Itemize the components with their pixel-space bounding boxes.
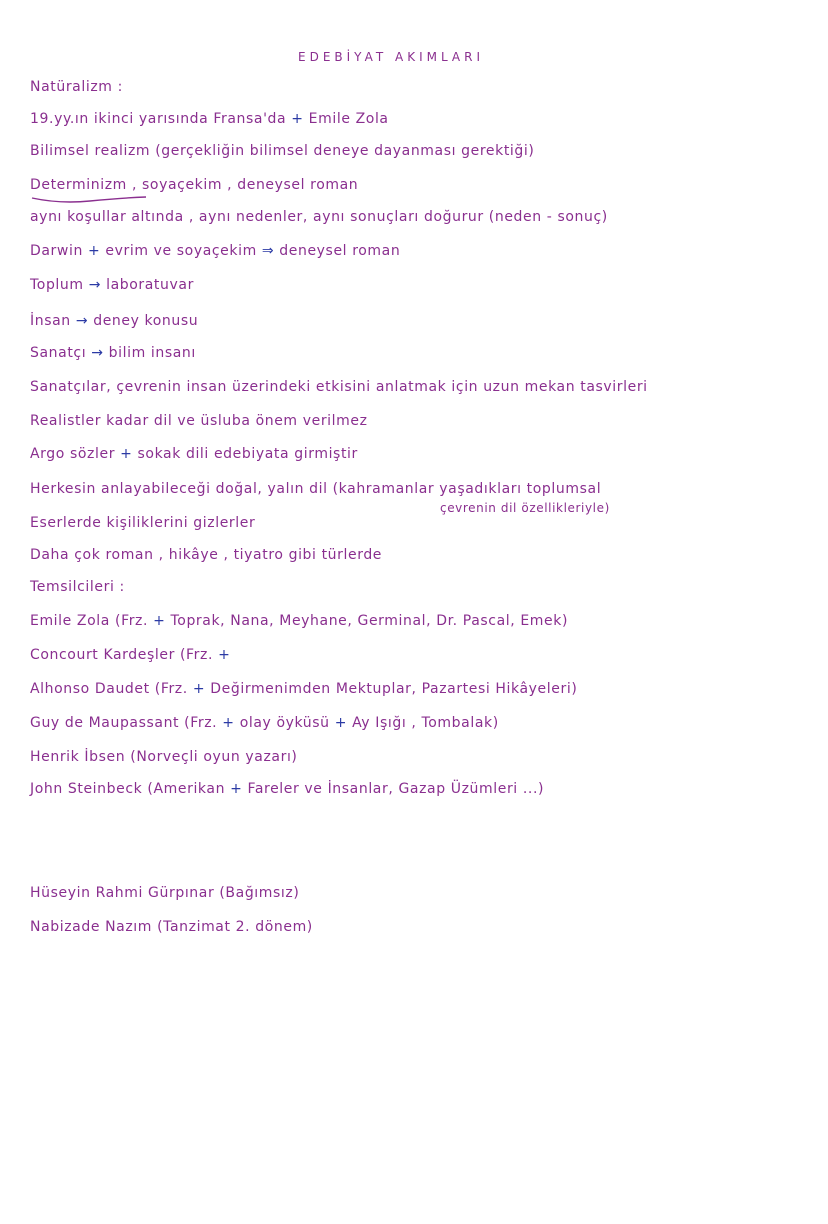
note-text: sokak dili edebiyata girmiştir: [132, 446, 358, 462]
note-line: [30, 480, 601, 498]
note-line: [30, 276, 194, 294]
note-text: bilim insanı: [103, 345, 196, 361]
note-symbol: +: [334, 715, 348, 731]
note-text: Değirmenimden Mektuplar, Pazartesi Hikâyeleri): [205, 681, 578, 697]
note-text: Determinizm: [30, 177, 127, 193]
note-line: [30, 748, 298, 766]
note-text: Toprak, Nana, Meyhane, Germinal, Dr. Pascal, Emek): [165, 613, 569, 629]
note-text: Emile Zola (Frz.: [30, 613, 154, 629]
note-symbol: →: [91, 345, 104, 361]
note-text: Henrik İbsen (Norveçli oyun yazarı): [30, 749, 298, 765]
note-text: John Steinbeck (Amerikan: [30, 781, 231, 797]
note-line: [30, 514, 255, 532]
note-text: Natüralizm :: [30, 79, 123, 95]
note-symbol: ⇒: [261, 243, 275, 259]
note-text: olay öyküsü: [234, 715, 335, 731]
note-line: [30, 612, 568, 630]
determinizm-underline: [30, 195, 148, 205]
note-text: İnsan: [30, 313, 76, 329]
note-text: Guy de Maupassant (Frz.: [30, 715, 223, 731]
note-line: [30, 680, 577, 698]
note-text: deney konusu: [88, 313, 199, 329]
note-symbol: +: [291, 111, 304, 127]
note-line: [30, 142, 534, 160]
note-line: [30, 78, 123, 96]
note-symbol: +: [222, 715, 235, 731]
note-text: Sanatçılar, çevrenin insan üzerindeki etkisini anlatmak için uzun mekan tasvirleri: [30, 379, 648, 395]
note-symbol: +: [87, 243, 101, 259]
note-text: evrim ve soyaçekim: [100, 243, 262, 259]
note-line: [30, 780, 544, 798]
note-line: [30, 578, 125, 596]
note-text: deneysel roman: [274, 243, 401, 259]
note-line: [30, 378, 648, 396]
note-line: [30, 242, 400, 260]
note-text: Temsilcileri :: [30, 579, 125, 595]
note-text: Hüseyin Rahmi Gürpınar (Bağımsız): [30, 885, 300, 901]
note-text: Toplum: [30, 277, 89, 293]
note-line: [30, 714, 499, 732]
note-line: [30, 884, 299, 902]
note-text: Concourt Kardeşler (Frz.: [30, 647, 219, 663]
note-line: [30, 546, 382, 564]
note-symbol: →: [88, 277, 102, 293]
note-line: [30, 445, 358, 463]
note-text: , soyaçekim , deneysel roman: [126, 177, 359, 193]
note-line: [30, 918, 313, 936]
note-symbol: +: [230, 781, 243, 797]
note-text: aynı koşullar altında , aynı nedenler, aynı sonuçları doğurur (neden - sonuç): [30, 209, 608, 225]
page-title: EDEBİYAT AKIMLARI: [298, 50, 485, 64]
note-symbol: +: [153, 613, 166, 629]
note-text: Fareler ve İnsanlar, Gazap Üzümleri ...): [242, 781, 545, 797]
note-line: [30, 412, 368, 430]
note-line-continuation: çevrenin dil özellikleriyle): [440, 501, 610, 515]
note-text: laboratuvar: [101, 277, 194, 293]
note-symbol: +: [192, 681, 206, 697]
note-line: [30, 176, 358, 194]
note-text: Herkesin anlayabileceği doğal, yalın dil (kahramanlar yaşadıkları toplumsal: [30, 481, 602, 497]
note-line: [30, 208, 608, 226]
note-line: [30, 110, 389, 128]
note-text: Daha çok roman , hikâye , tiyatro gibi türlerde: [30, 547, 383, 563]
note-symbol: +: [120, 446, 133, 462]
note-text: Darwin: [30, 243, 88, 259]
note-line: [30, 312, 198, 330]
note-line: [30, 646, 230, 664]
note-text: Alhonso Daudet (Frz.: [30, 681, 193, 697]
note-text: Realistler kadar dil ve üsluba önem verilmez: [30, 413, 368, 429]
note-text: 19.yy.ın ikinci yarısında Fransa'da: [30, 111, 292, 127]
note-text: Bilimsel realizm (gerçekliğin bilimsel deneye dayanması gerektiği): [30, 143, 535, 159]
note-text: Eserlerde kişiliklerini gizlerler: [30, 515, 256, 531]
note-text: Argo sözler: [30, 446, 121, 462]
note-text: Sanatçı: [30, 345, 92, 361]
note-symbol: →: [75, 313, 89, 329]
note-line: [30, 344, 196, 362]
note-text: Emile Zola: [303, 111, 389, 127]
note-text: Nabizade Nazım (Tanzimat 2. dönem): [30, 919, 313, 935]
note-text: Ay Işığı , Tombalak): [347, 715, 499, 731]
note-symbol: +: [218, 647, 231, 663]
